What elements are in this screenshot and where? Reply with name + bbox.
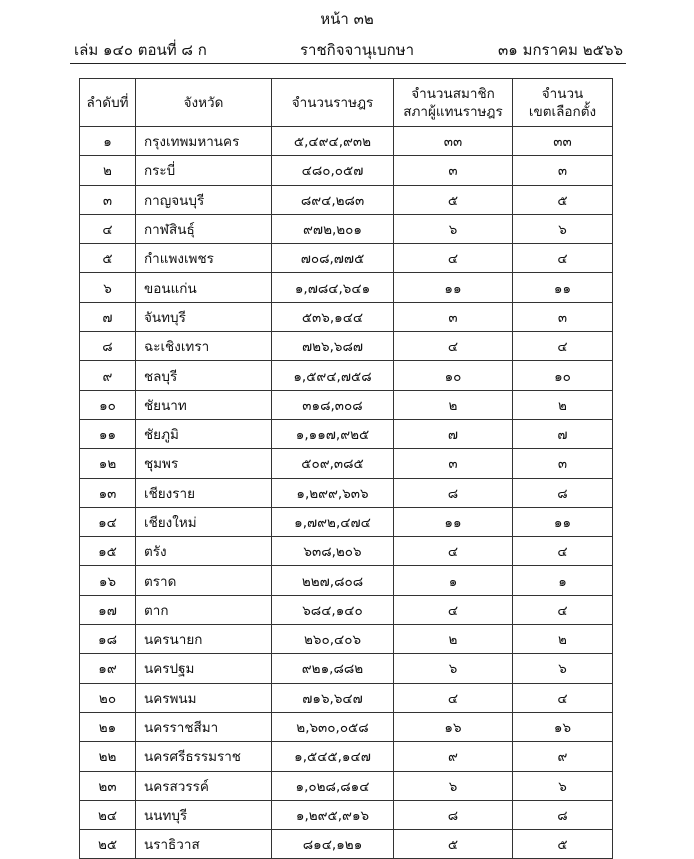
row-order: ๑๓ bbox=[80, 478, 136, 507]
row-population: ๕๐๙,๓๘๕ bbox=[272, 449, 394, 478]
row-province: ชัยนาท bbox=[136, 390, 272, 419]
header-districts-line1: จำนวน bbox=[541, 85, 584, 102]
table-row bbox=[80, 771, 613, 800]
table-row bbox=[80, 185, 613, 214]
row-mp-count: ๑๐ bbox=[394, 361, 513, 390]
row-districts: ๔ bbox=[513, 332, 613, 361]
header-rule bbox=[70, 63, 626, 64]
row-districts: ๖ bbox=[513, 214, 613, 243]
header-order: ลำดับที่ bbox=[80, 79, 136, 127]
row-mp-count: ๔ bbox=[394, 595, 513, 624]
row-province: นนทบุรี bbox=[136, 800, 272, 829]
row-mp-count: ๔ bbox=[394, 537, 513, 566]
row-population: ๒๖๐,๔๐๖ bbox=[272, 625, 394, 654]
header-districts bbox=[513, 79, 613, 127]
publication-date: ๓๑ มกราคม ๒๕๖๖ bbox=[498, 41, 623, 59]
row-districts: ๘ bbox=[513, 800, 613, 829]
row-order: ๑๐ bbox=[80, 390, 136, 419]
row-population: ๕,๔๙๔,๙๓๒ bbox=[272, 127, 394, 156]
row-mp-count: ๙ bbox=[394, 742, 513, 771]
row-mp-count: ๓ bbox=[394, 449, 513, 478]
row-order: ๑ bbox=[80, 127, 136, 156]
row-province: ชัยภูมิ bbox=[136, 419, 272, 448]
row-districts: ๘ bbox=[513, 478, 613, 507]
table-row bbox=[80, 302, 613, 331]
row-province: ตาก bbox=[136, 595, 272, 624]
row-province: เชียงใหม่ bbox=[136, 507, 272, 536]
row-order: ๑๘ bbox=[80, 625, 136, 654]
row-mp-count: ๘ bbox=[394, 478, 513, 507]
row-province: กาฬสินธุ์ bbox=[136, 214, 272, 243]
row-order: ๓ bbox=[80, 185, 136, 214]
table-header-row bbox=[80, 79, 613, 127]
header-mp-count-line2: สภาผู้แทนราษฎร bbox=[403, 103, 503, 120]
table-row bbox=[80, 566, 613, 595]
row-province: กาญจนบุรี bbox=[136, 185, 272, 214]
row-order: ๒๔ bbox=[80, 800, 136, 829]
row-province: ขอนแก่น bbox=[136, 273, 272, 302]
row-order: ๑๒ bbox=[80, 449, 136, 478]
table-row bbox=[80, 449, 613, 478]
row-order: ๑๔ bbox=[80, 507, 136, 536]
header-mp-count bbox=[394, 79, 513, 127]
table-row bbox=[80, 390, 613, 419]
table-row bbox=[80, 273, 613, 302]
row-mp-count: ๖ bbox=[394, 214, 513, 243]
row-districts: ๓ bbox=[513, 302, 613, 331]
row-order: ๒๒ bbox=[80, 742, 136, 771]
row-mp-count: ๔ bbox=[394, 332, 513, 361]
row-mp-count: ๓๓ bbox=[394, 127, 513, 156]
row-order: ๒๑ bbox=[80, 712, 136, 741]
row-mp-count: ๔ bbox=[394, 244, 513, 273]
row-order: ๑๑ bbox=[80, 419, 136, 448]
table-row bbox=[80, 361, 613, 390]
header-districts-line2: เขตเลือกตั้ง bbox=[528, 103, 597, 120]
row-mp-count: ๔ bbox=[394, 683, 513, 712]
row-province: ตรัง bbox=[136, 537, 272, 566]
row-population: ๓๑๘,๓๐๘ bbox=[272, 390, 394, 419]
row-province: กระบี่ bbox=[136, 156, 272, 185]
row-province: กำแพงเพชร bbox=[136, 244, 272, 273]
row-order: ๕ bbox=[80, 244, 136, 273]
row-mp-count: ๒ bbox=[394, 390, 513, 419]
row-districts: ๗ bbox=[513, 419, 613, 448]
table-row bbox=[80, 214, 613, 243]
row-province: เชียงราย bbox=[136, 478, 272, 507]
row-order: ๗ bbox=[80, 302, 136, 331]
row-mp-count: ๒ bbox=[394, 625, 513, 654]
header-mp-count-line1: จำนวนสมาชิก bbox=[411, 85, 495, 102]
row-districts: ๑ bbox=[513, 566, 613, 595]
row-population: ๙๗๒,๒๐๑ bbox=[272, 214, 394, 243]
row-districts: ๔ bbox=[513, 595, 613, 624]
row-mp-count: ๑ bbox=[394, 566, 513, 595]
row-province: นครพนม bbox=[136, 683, 272, 712]
row-population: ๑,๕๙๔,๗๕๘ bbox=[272, 361, 394, 390]
row-population: ๕๓๖,๑๔๔ bbox=[272, 302, 394, 331]
table-row bbox=[80, 507, 613, 536]
row-population: ๔๘๐,๐๕๗ bbox=[272, 156, 394, 185]
row-mp-count: ๕ bbox=[394, 830, 513, 859]
table-row bbox=[80, 654, 613, 683]
row-districts: ๔ bbox=[513, 683, 613, 712]
row-population: ๗๐๘,๗๗๕ bbox=[272, 244, 394, 273]
row-population: ๑,๒๙๕,๙๑๖ bbox=[272, 800, 394, 829]
row-mp-count: ๑๑ bbox=[394, 507, 513, 536]
row-districts: ๑๑ bbox=[513, 273, 613, 302]
gazette-title: ราชกิจจานุเบกษา bbox=[300, 41, 415, 59]
row-province: ตราด bbox=[136, 566, 272, 595]
row-mp-count: ๘ bbox=[394, 800, 513, 829]
row-population: ๗๑๖,๖๔๗ bbox=[272, 683, 394, 712]
row-province: นครสวรรค์ bbox=[136, 771, 272, 800]
row-population: ๑,๐๒๘,๘๑๔ bbox=[272, 771, 394, 800]
row-province: ชุมพร bbox=[136, 449, 272, 478]
row-population: ๖๓๘,๒๐๖ bbox=[272, 537, 394, 566]
row-order: ๒ bbox=[80, 156, 136, 185]
row-order: ๑๙ bbox=[80, 654, 136, 683]
row-districts: ๕ bbox=[513, 830, 613, 859]
document-header bbox=[0, 38, 694, 60]
constituency-table bbox=[79, 78, 613, 859]
row-districts: ๔ bbox=[513, 244, 613, 273]
row-districts: ๑๐ bbox=[513, 361, 613, 390]
row-order: ๖ bbox=[80, 273, 136, 302]
row-order: ๑๕ bbox=[80, 537, 136, 566]
row-districts: ๔ bbox=[513, 537, 613, 566]
row-order: ๒๓ bbox=[80, 771, 136, 800]
row-districts: ๑๑ bbox=[513, 507, 613, 536]
row-districts: ๖ bbox=[513, 654, 613, 683]
header-population: จำนวนราษฎร bbox=[272, 79, 394, 127]
row-mp-count: ๖ bbox=[394, 771, 513, 800]
table-row bbox=[80, 156, 613, 185]
row-districts: ๙ bbox=[513, 742, 613, 771]
row-mp-count: ๗ bbox=[394, 419, 513, 448]
table-body bbox=[80, 127, 613, 859]
volume-issue: เล่ม ๑๔๐ ตอนที่ ๘ ก bbox=[74, 41, 207, 59]
row-province: นครนายก bbox=[136, 625, 272, 654]
header-province: จังหวัด bbox=[136, 79, 272, 127]
row-order: ๒๕ bbox=[80, 830, 136, 859]
row-districts: ๒ bbox=[513, 390, 613, 419]
row-mp-count: ๑๖ bbox=[394, 712, 513, 741]
row-province: ฉะเชิงเทรา bbox=[136, 332, 272, 361]
table-row bbox=[80, 478, 613, 507]
table-row bbox=[80, 419, 613, 448]
row-population: ๑,๕๔๕,๑๔๗ bbox=[272, 742, 394, 771]
row-districts: ๒ bbox=[513, 625, 613, 654]
table-row bbox=[80, 712, 613, 741]
row-province: นครปฐม bbox=[136, 654, 272, 683]
row-province: จันทบุรี bbox=[136, 302, 272, 331]
table-row bbox=[80, 800, 613, 829]
row-districts: ๖ bbox=[513, 771, 613, 800]
row-order: ๑๗ bbox=[80, 595, 136, 624]
row-province: นราธิวาส bbox=[136, 830, 272, 859]
table-row bbox=[80, 537, 613, 566]
row-order: ๔ bbox=[80, 214, 136, 243]
row-population: ๑,๗๘๔,๖๔๑ bbox=[272, 273, 394, 302]
row-population: ๑,๒๙๙,๖๓๖ bbox=[272, 478, 394, 507]
page-number: หน้า ๓๒ bbox=[320, 10, 374, 28]
row-population: ๘๙๔,๒๘๓ bbox=[272, 185, 394, 214]
table-row bbox=[80, 683, 613, 712]
row-order: ๙ bbox=[80, 361, 136, 390]
row-mp-count: ๓ bbox=[394, 302, 513, 331]
row-province: ชลบุรี bbox=[136, 361, 272, 390]
row-population: ๒,๖๓๐,๐๕๘ bbox=[272, 712, 394, 741]
row-province: นครราชสีมา bbox=[136, 712, 272, 741]
row-districts: ๕ bbox=[513, 185, 613, 214]
table-row bbox=[80, 595, 613, 624]
table-row bbox=[80, 332, 613, 361]
row-mp-count: ๑๑ bbox=[394, 273, 513, 302]
row-mp-count: ๕ bbox=[394, 185, 513, 214]
row-districts: ๓๓ bbox=[513, 127, 613, 156]
row-population: ๑,๗๙๒,๔๗๔ bbox=[272, 507, 394, 536]
row-districts: ๓ bbox=[513, 449, 613, 478]
row-population: ๑,๑๑๗,๙๒๕ bbox=[272, 419, 394, 448]
row-population: ๖๘๔,๑๔๐ bbox=[272, 595, 394, 624]
row-province: กรุงเทพมหานคร bbox=[136, 127, 272, 156]
row-mp-count: ๓ bbox=[394, 156, 513, 185]
row-order: ๑๖ bbox=[80, 566, 136, 595]
row-population: ๗๒๖,๖๘๗ bbox=[272, 332, 394, 361]
row-districts: ๓ bbox=[513, 156, 613, 185]
row-population: ๘๑๔,๑๒๑ bbox=[272, 830, 394, 859]
row-population: ๒๒๗,๘๐๘ bbox=[272, 566, 394, 595]
row-order: ๒๐ bbox=[80, 683, 136, 712]
table-row bbox=[80, 244, 613, 273]
row-population: ๙๒๑,๘๘๒ bbox=[272, 654, 394, 683]
row-districts: ๑๖ bbox=[513, 712, 613, 741]
row-mp-count: ๖ bbox=[394, 654, 513, 683]
row-order: ๘ bbox=[80, 332, 136, 361]
table-row bbox=[80, 742, 613, 771]
table-row bbox=[80, 830, 613, 859]
table-row bbox=[80, 127, 613, 156]
row-province: นครศรีธรรมราช bbox=[136, 742, 272, 771]
table-row bbox=[80, 625, 613, 654]
